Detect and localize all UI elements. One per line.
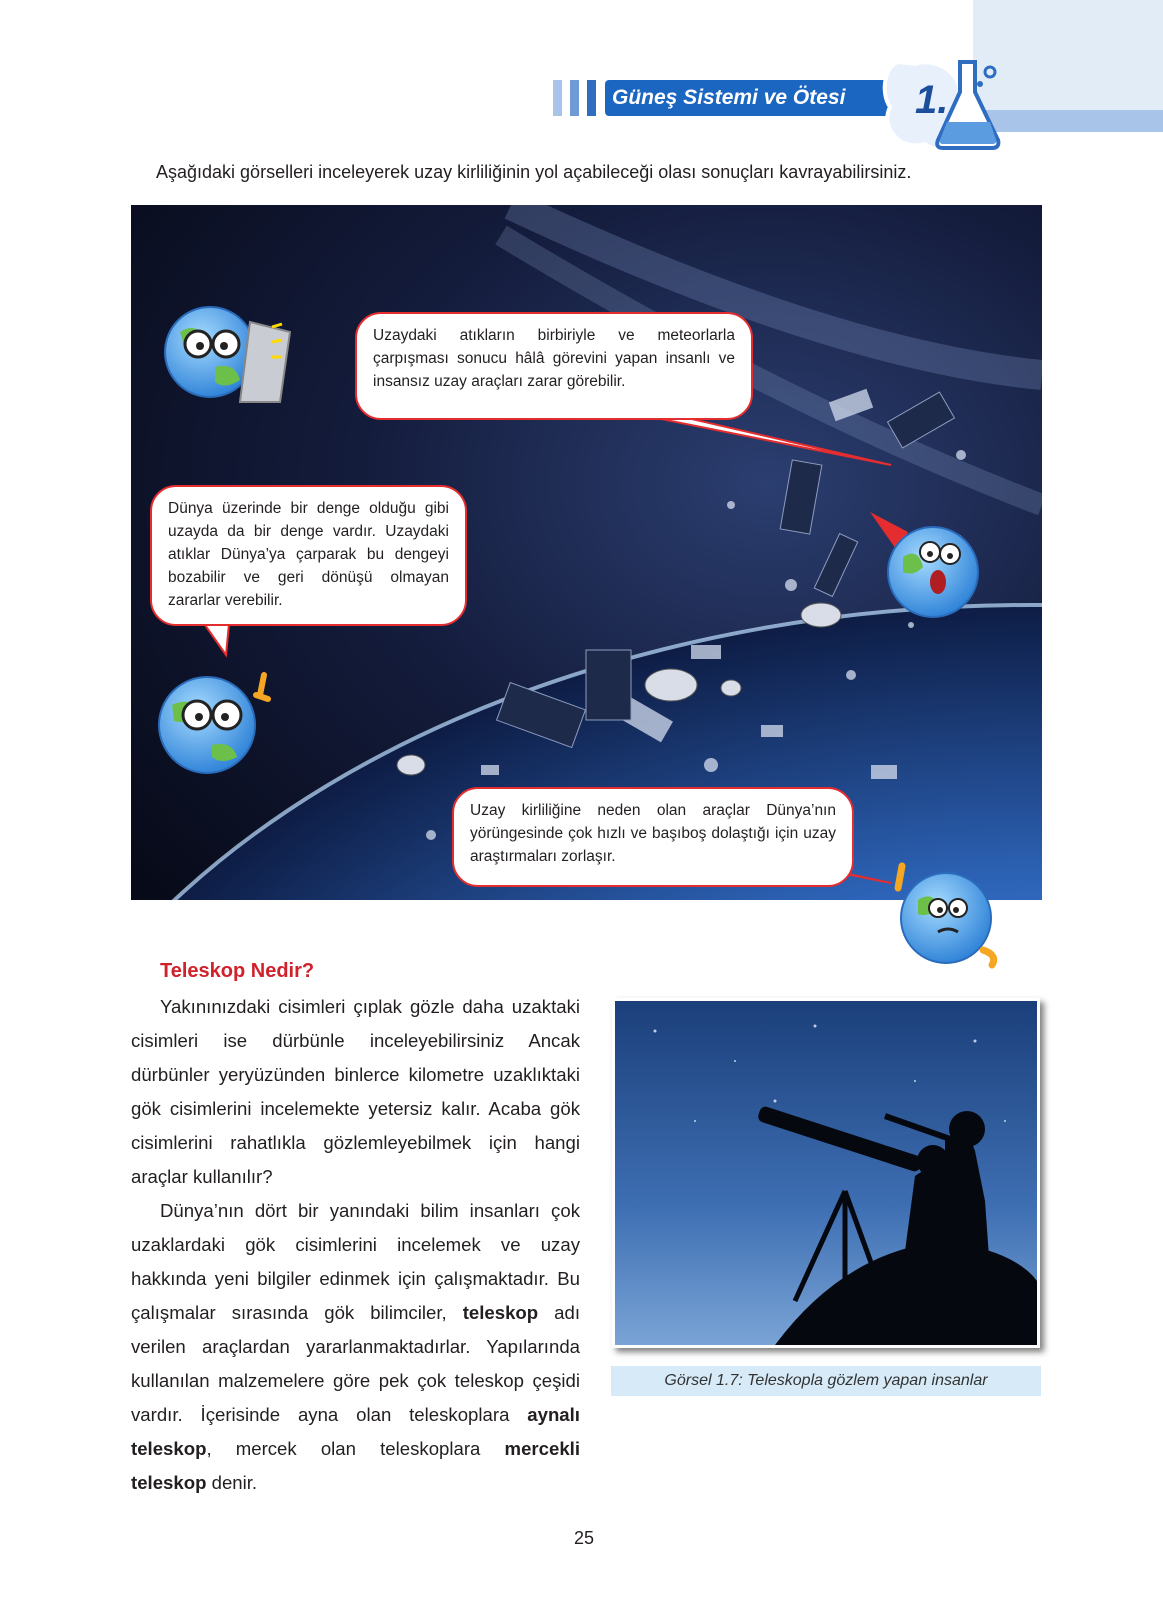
globe-mascot-megaphone-icon — [868, 512, 988, 622]
telescope-photo — [612, 998, 1040, 1348]
section-heading: Teleskop Nedir? — [160, 960, 315, 982]
paragraph-2: Dünya’nın dört bir yanındaki bilim insanları çok uzaklardaki gök cisimlerini incelemek ve uzay hakkında yeni bilgiler edinmek için çalışmaktadır. Bu çalışmalar sırasında gök bilimciler, teleskop adı verilen araçlardan yararlanmaktadırlar. Yapılarında kullanılan malzemelere göre pek çok teleskop çeşidi vardır. İçerisinde ayna olan teleskoplara aynalı teleskop, mercek olan teleskoplara mercekli teleskop denir. — [131, 1200, 580, 1493]
telescope-silhouette-image — [615, 1001, 1037, 1345]
figure-caption: Görsel 1.7: Teleskopla gözlem yapan insanlar — [611, 1366, 1041, 1396]
section-header-title: Güneş Sistemi ve Ötesi — [612, 86, 846, 109]
header-stripe — [587, 80, 596, 116]
flask-icon — [880, 52, 1020, 156]
term-aynali-teleskop: aynalı teleskop — [131, 1404, 580, 1459]
globe-mascot-laptop-icon — [160, 302, 305, 414]
speech-bubble-left: Dünya üzerinde bir denge olduğu gibi uzayda da bir denge vardır. Uzaydaki atıklar Dünya’ya çarparak bu dengeyi bozabilir ve geri dönüşü olmayan zararlar verebilir. — [150, 485, 467, 626]
term-mercekli-teleskop: mercekli teleskop — [131, 1438, 580, 1493]
header-stripe — [553, 80, 562, 116]
paragraph-1: Yakınınızdaki cisimleri çıplak gözle daha uzaktaki cisimleri ise dürbünle inceleyebilirsiniz Ancak dürbünler yeryüzünden binlerce kilometre uzaklıktaki gök cisimlerini incelemekte yetersiz kalır. Acaba gök cisimlerini rahatlıkla gözlemleyebilmek için hangi araçlar kullanılır? — [131, 996, 580, 1187]
globe-mascot-glasses-icon — [152, 665, 277, 780]
page-number: 25 — [574, 1528, 595, 1548]
speech-bubble-bottom: Uzay kirliliğine neden olan araçlar Dünya’nın yörüngesinde çok hızlı ve başıboş dolaştığı için uzay araştırmaları zorlaşır. — [452, 787, 854, 887]
term-teleskop: teleskop — [462, 1302, 539, 1323]
header-stripe — [570, 80, 579, 116]
intro-text: Aşağıdaki görselleri inceleyerek uzay kirliliğinin yol açabileceği olası sonuçları kavrayabilirsiniz. — [156, 162, 912, 182]
globe-mascot-thinking-icon — [888, 860, 1008, 970]
speech-bubble-top: Uzaydaki atıkların birbiriyle ve meteorlarla çarpışması sonucu hâlâ görevini yapan insanlı ve insansız uzay araçları zarar görebilir. — [355, 312, 753, 420]
chapter-number: 1. — [915, 78, 949, 122]
